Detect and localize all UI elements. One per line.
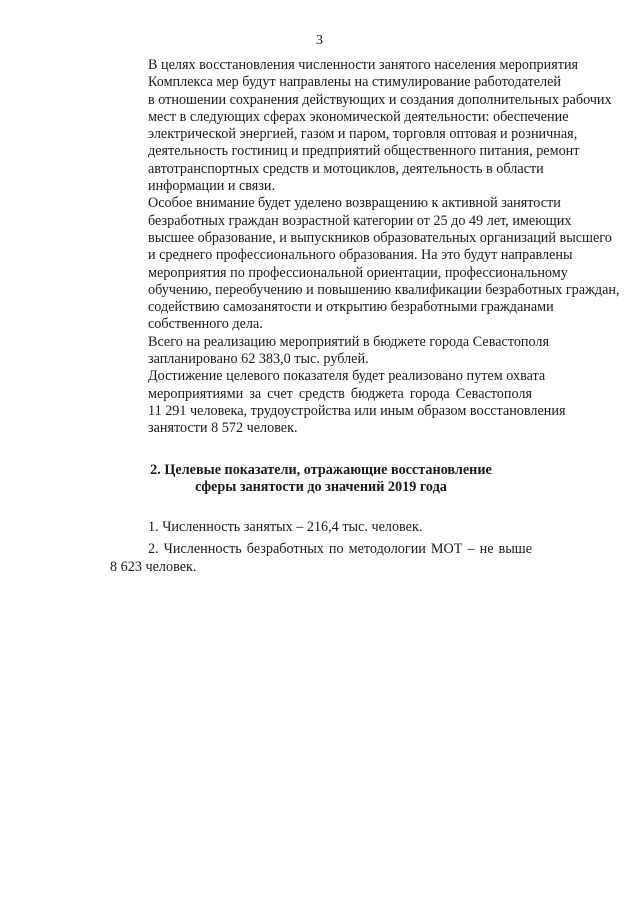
document-body <box>110 57 620 581</box>
paragraph-budget <box>110 333 550 369</box>
paragraph-line: 11 291 человека, трудоустройства или иным образом восстановления <box>148 402 566 419</box>
paragraph-line: мероприятиями за счет средств бюджета города Севастополя <box>148 385 532 402</box>
list-item-line: 2. Численность безработных по методологии МОТ – не выше <box>148 541 532 558</box>
paragraph-line: мест в следующих сферах экономической деятельности: обеспечение <box>148 108 569 125</box>
paragraph-line: Особое внимание будет уделено возвращению к активной занятости <box>148 195 561 212</box>
paragraph-line: электрической энергией, газом и паром, торговля оптовая и розничная, <box>148 126 578 143</box>
paragraph-line: Комплекса мер будут направлены на стимулирование работодателей <box>148 74 561 91</box>
paragraph-line: содействию самозанятости и открытию безработными гражданами <box>148 299 554 316</box>
paragraph-line: Всего на реализацию мероприятий в бюджете города Севастополя <box>148 333 550 350</box>
paragraph-line: информации и связи. <box>148 178 276 195</box>
paragraph-line: занятости 8 572 человек. <box>148 420 298 437</box>
paragraph-special-attention <box>110 195 620 333</box>
paragraph-line: мероприятия по профессиональной ориентации, профессиональному <box>148 264 568 281</box>
paragraph-target-indicator <box>110 368 566 437</box>
list-item-line: 8 623 человек. <box>110 558 197 575</box>
paragraph-line: запланировано 62 383,0 тыс. рублей. <box>148 351 369 368</box>
section-heading-line: 2. Целевые показатели, отражающие восстановление <box>150 461 492 478</box>
paragraph-line: Достижение целевого показателя будет реализовано путем охвата <box>148 368 546 385</box>
section-heading-line: сферы занятости до значений 2019 года <box>195 479 447 496</box>
list-item <box>110 519 532 536</box>
paragraph-line: высшее образование, и выпускников образовательных организаций высшего <box>148 229 612 246</box>
page-number: 3 <box>316 33 323 48</box>
target-indicators-list <box>110 519 532 576</box>
paragraph-line: безработных граждан возрастной категории от 25 до 49 лет, имеющих <box>148 212 572 229</box>
list-item <box>110 541 532 576</box>
list-item-line: 1. Численность занятых – 216,4 тыс. человек. <box>148 519 423 536</box>
section-heading <box>110 462 532 498</box>
paragraph-line: В целях восстановления численности занятого населения мероприятия <box>148 57 579 73</box>
paragraph-line: и среднего профессионального образования. На это будут направлены <box>148 247 573 264</box>
paragraph-line: собственного дела. <box>148 316 263 333</box>
paragraph-line: обучению, переобучению и повышению квалификации безработных граждан, <box>148 281 620 298</box>
paragraph-line: деятельность гостиниц и предприятий общественного питания, ремонт <box>148 143 580 160</box>
paragraph-line: в отношении сохранения действующих и создания дополнительных рабочих <box>148 91 612 108</box>
paragraph-restoration-measures <box>110 57 612 195</box>
paragraph-line: автотранспортных средств и мотоциклов, деятельность в области <box>148 160 544 177</box>
